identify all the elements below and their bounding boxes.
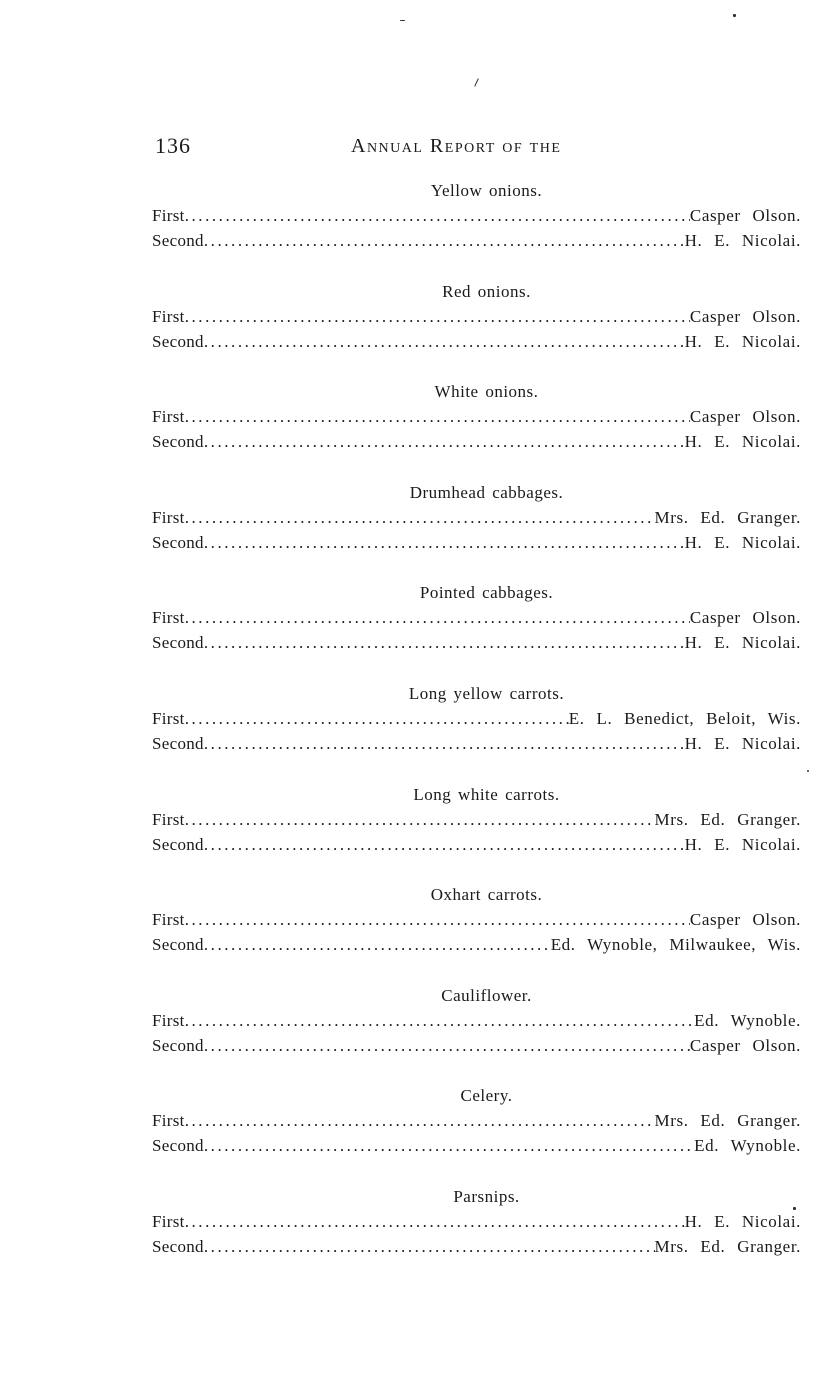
dot-leader [185, 404, 690, 429]
award-place: First [152, 809, 185, 829]
dot-leader [204, 1033, 690, 1058]
section-title: Parsnips. [453, 1186, 520, 1206]
award-row [152, 304, 801, 329]
award-winner: Casper Olson. [689, 407, 801, 427]
award-place: First [152, 206, 185, 225]
award-place: Second [152, 532, 204, 552]
award-place: Second [152, 633, 204, 653]
award-section [152, 681, 801, 782]
dot-leader [185, 304, 690, 329]
section-title: Yellow onions. [430, 181, 543, 200]
award-row [152, 329, 801, 354]
award-section [152, 379, 801, 480]
dot-leader [204, 832, 685, 857]
award-winner: H. E. Nicolai. [684, 733, 801, 753]
award-row [152, 630, 801, 655]
dot-leader [204, 530, 685, 555]
award-row [152, 1209, 801, 1234]
award-place: First [152, 1211, 185, 1231]
dot-leader [204, 932, 551, 957]
dot-leader [185, 907, 690, 932]
award-winner: Mrs. Ed. Granger. [654, 809, 801, 829]
award-row [152, 1008, 801, 1033]
award-place: Second [152, 432, 204, 452]
award-section [152, 178, 801, 279]
award-place: First [152, 1010, 185, 1030]
section-title: Drumhead cabbages. [409, 482, 564, 502]
award-winner: Ed. Wynoble. [694, 1136, 801, 1156]
award-winner: Mrs. Ed. Granger. [654, 507, 801, 527]
award-winner: H. E. Nicolai. [684, 231, 801, 250]
dot-leader [185, 1108, 655, 1133]
award-place: First [152, 407, 185, 427]
award-place: First [152, 1111, 185, 1131]
award-place: First [152, 608, 185, 628]
award-place: First [152, 910, 185, 930]
scan-speck [400, 20, 405, 21]
award-winner: Casper Olson. [689, 1035, 801, 1055]
award-row [152, 1234, 801, 1259]
award-place: Second [152, 1035, 204, 1055]
award-place: First [152, 507, 185, 527]
dot-leader [185, 706, 569, 731]
award-winner: H. E. Nicolai. [684, 432, 801, 452]
dot-leader [185, 605, 690, 630]
award-winner: H. E. Nicolai. [684, 834, 801, 854]
award-section [152, 580, 801, 681]
page-number: 136 [155, 133, 191, 158]
award-row [152, 731, 801, 756]
section-title: Oxhart carrots. [430, 885, 543, 905]
award-winner: H. E. Nicolai. [684, 331, 801, 351]
running-head: Annual Report of the [351, 135, 562, 157]
award-row [152, 605, 801, 630]
award-row [152, 530, 801, 555]
dot-leader [204, 228, 685, 253]
section-title: Red onions. [442, 281, 531, 301]
award-row [152, 907, 801, 932]
dot-leader [185, 505, 655, 530]
award-row [152, 1108, 801, 1133]
award-winner: Casper Olson. [689, 910, 801, 930]
dot-leader [204, 429, 685, 454]
award-winner: Mrs. Ed. Granger. [654, 1111, 801, 1131]
award-section [152, 882, 801, 983]
dot-leader [204, 731, 685, 756]
award-place: Second [152, 733, 204, 753]
page-header [155, 133, 805, 163]
award-place: Second [152, 834, 204, 854]
award-winner: Casper Olson. [689, 206, 801, 225]
award-row [152, 505, 801, 530]
scan-speck [733, 14, 736, 17]
award-section [152, 782, 801, 883]
award-list [152, 178, 801, 1285]
award-place: Second [152, 331, 204, 351]
dot-leader [204, 1234, 655, 1259]
scan-speck [807, 770, 809, 772]
award-place: First [152, 708, 185, 728]
award-section [152, 480, 801, 581]
section-title: Celery. [460, 1086, 513, 1106]
award-winner: Casper Olson. [689, 608, 801, 628]
award-winner: E. L. Benedict, Beloit, Wis. [568, 708, 801, 728]
award-row [152, 203, 801, 228]
dot-leader [185, 1008, 694, 1033]
award-winner: H. E. Nicolai. [684, 633, 801, 653]
award-place: Second [152, 1136, 204, 1156]
award-winner: Ed. Wynoble, Milwaukee, Wis. [550, 935, 801, 955]
award-winner: H. E. Nicolai. [684, 532, 801, 552]
award-row [152, 228, 801, 253]
award-row [152, 429, 801, 454]
section-title: Pointed cabbages. [419, 583, 554, 603]
section-title: Long yellow carrots. [408, 683, 565, 703]
award-row [152, 404, 801, 429]
dot-leader [204, 329, 685, 354]
dot-leader [204, 630, 685, 655]
award-section [152, 1083, 801, 1184]
dot-leader [185, 1209, 685, 1234]
dot-leader [185, 203, 690, 228]
award-section [152, 1184, 801, 1285]
scan-speck [474, 78, 479, 87]
award-place: First [152, 306, 185, 326]
award-place: Second [152, 935, 204, 955]
section-title: Long white carrots. [413, 784, 560, 804]
award-winner: Casper Olson. [689, 306, 801, 326]
award-section [152, 983, 801, 1084]
section-title: Cauliflower. [441, 985, 532, 1005]
section-title: White onions. [434, 382, 539, 402]
award-winner: H. E. Nicolai. [684, 1211, 801, 1231]
award-place: Second [152, 231, 204, 250]
award-winner: Mrs. Ed. Granger. [654, 1236, 801, 1256]
award-row [152, 807, 801, 832]
award-row [152, 1133, 801, 1158]
award-row [152, 1033, 801, 1058]
award-section [152, 279, 801, 380]
award-row [152, 932, 801, 957]
award-place: Second [152, 1236, 204, 1256]
award-row [152, 832, 801, 857]
award-winner: Ed. Wynoble. [694, 1010, 801, 1030]
dot-leader [204, 1133, 694, 1158]
dot-leader [185, 807, 655, 832]
award-row [152, 706, 801, 731]
